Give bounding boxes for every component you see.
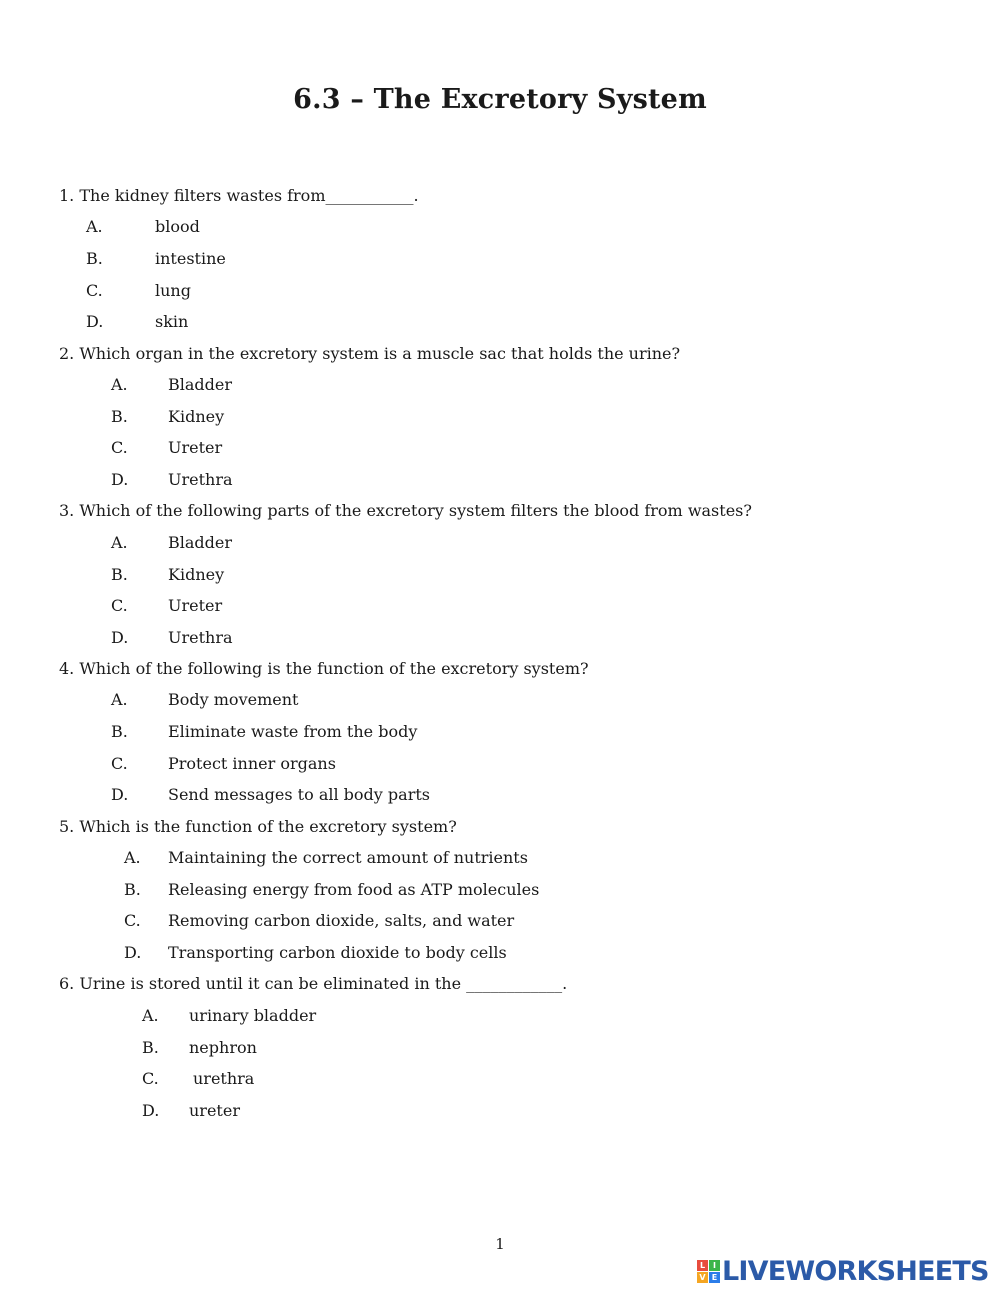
option-text: blood [155, 217, 200, 236]
logo-tile: L [697, 1260, 708, 1271]
option-text: urinary bladder [189, 1006, 317, 1025]
question-4: 4. Which of the following is the function of the excretory system? [59, 659, 589, 678]
liveworksheets-logo[interactable] [697, 1255, 989, 1287]
option-text: Removing carbon dioxide, salts, and water [168, 911, 515, 930]
option-letter: A. [111, 690, 128, 709]
option-letter: D. [124, 943, 142, 962]
option-text: Bladder [168, 375, 233, 394]
option-text: nephron [189, 1038, 257, 1057]
option-letter: A. [111, 533, 128, 552]
option-letter: D. [111, 628, 129, 647]
page-title: 6.3 – The Excretory System [293, 84, 707, 115]
option-letter: B. [111, 565, 128, 584]
question-5: 5. Which is the function of the excretory system? [59, 817, 457, 836]
logo-tile: V [697, 1272, 708, 1283]
option-text: Ureter [168, 596, 223, 615]
option-letter: A. [111, 375, 128, 394]
option-text: Body movement [168, 690, 299, 709]
question-2: 2. Which organ in the excretory system is a muscle sac that holds the urine? [59, 344, 681, 363]
logo-tile: I [709, 1260, 720, 1271]
option-text: Urethra [168, 470, 233, 489]
option-letter: D. [86, 312, 104, 331]
option-letter: C. [124, 911, 141, 930]
option-text: urethra [193, 1069, 255, 1088]
page-number: 1 [495, 1235, 505, 1253]
option-text: Send messages to all body parts [168, 785, 430, 804]
option-letter: A. [142, 1006, 159, 1025]
option-letter: A. [86, 217, 103, 236]
option-letter: C. [111, 438, 128, 457]
option-letter: B. [86, 249, 103, 268]
option-text: Kidney [168, 407, 225, 426]
question-6: 6. Urine is stored until it can be eliminated in the ____________. [59, 974, 568, 993]
option-text: Ureter [168, 438, 223, 457]
question-1: 1. The kidney filters wastes from___________. [59, 186, 419, 205]
logo-tile: E [709, 1272, 720, 1283]
option-letter: C. [86, 281, 103, 300]
option-letter: B. [111, 407, 128, 426]
option-text: Transporting carbon dioxide to body cells [168, 943, 507, 962]
option-text: skin [155, 312, 189, 331]
option-letter: D. [111, 785, 129, 804]
option-text: intestine [155, 249, 226, 268]
option-text: Bladder [168, 533, 233, 552]
option-text: Protect inner organs [168, 754, 336, 773]
option-letter: A. [124, 848, 141, 867]
option-text: Kidney [168, 565, 225, 584]
option-letter: C. [111, 754, 128, 773]
question-3: 3. Which of the following parts of the excretory system filters the blood from wastes? [59, 501, 752, 520]
option-text: lung [155, 281, 191, 300]
option-text: Releasing energy from food as ATP molecules [168, 880, 540, 899]
option-text: ureter [189, 1101, 240, 1120]
option-text: Maintaining the correct amount of nutrients [168, 848, 528, 867]
liveworksheets-logo-icon [697, 1260, 720, 1283]
option-text: Eliminate waste from the body [168, 722, 418, 741]
option-letter: B. [124, 880, 141, 899]
option-letter: D. [142, 1101, 160, 1120]
option-text: Urethra [168, 628, 233, 647]
option-letter: D. [111, 470, 129, 489]
option-letter: C. [111, 596, 128, 615]
option-letter: B. [111, 722, 128, 741]
option-letter: B. [142, 1038, 159, 1057]
liveworksheets-logo-text: LIVEWORKSHEETS [722, 1255, 989, 1287]
option-letter: C. [142, 1069, 159, 1088]
